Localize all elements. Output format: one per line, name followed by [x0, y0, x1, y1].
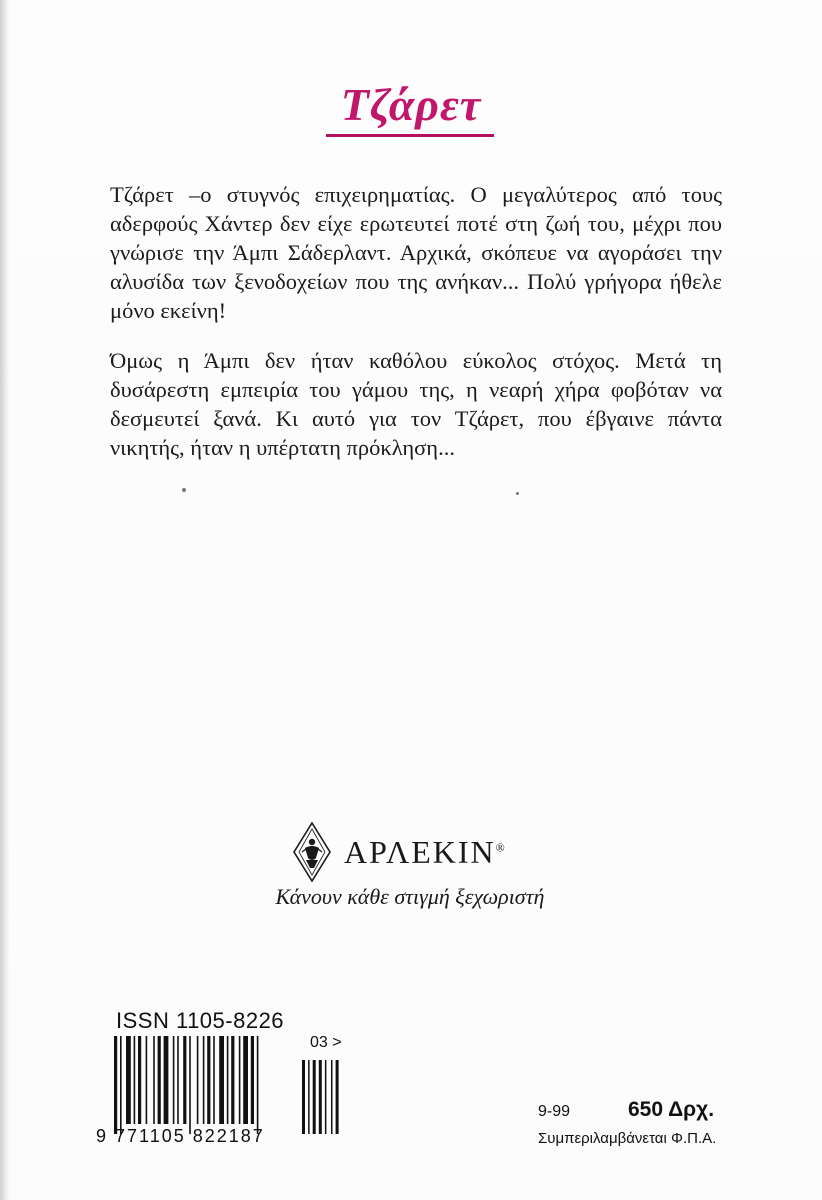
vat-note: Συμπεριλαμβάνεται Φ.Π.Α. [538, 1130, 717, 1147]
barcode-addon-bar [325, 1060, 327, 1134]
book-title: Τζάρετ [340, 79, 482, 130]
barcode-bar [126, 1036, 131, 1124]
barcode-addon-bar [319, 1060, 322, 1134]
barcode-bar [177, 1036, 179, 1124]
barcode-bar [203, 1036, 205, 1124]
barcode-addon: 03 > [310, 1034, 342, 1051]
barcode-bar [146, 1036, 148, 1124]
blurb-paragraph-2: Όμως η Άμπι δεν ήταν καθόλου εύκολος στόχος. Μετά τη δυσάρεστη εμπειρία του γάμου της, η νεαρή χήρα φοβόταν να δεσμευτεί ξανά. Κι αυτό για τον Τζάρετ, που έβγαινε πάντα νικητής, ήταν η υπέρτατη πρόκληση... [110, 348, 722, 460]
title-underline [326, 134, 494, 137]
barcode-bar [243, 1036, 248, 1124]
barcode-bar [189, 1036, 191, 1134]
barcode-bar [164, 1036, 169, 1124]
barcode-bar [219, 1036, 224, 1124]
print-speck [182, 488, 186, 492]
registered-mark: ® [495, 840, 507, 855]
barcode-addon-bar [336, 1060, 339, 1134]
harlequin-diamond-icon [292, 822, 332, 882]
date-code: 9-99 [538, 1103, 571, 1120]
barcode-bar [153, 1036, 155, 1124]
barcode-addon-bar [302, 1060, 305, 1134]
barcode-bar [158, 1036, 161, 1124]
barcode-addon-bar [308, 1060, 310, 1134]
barcode-bar [134, 1036, 136, 1124]
barcode-bar [207, 1036, 210, 1124]
barcode-bar [183, 1036, 186, 1124]
barcode-digits: 9 771105 822187 [96, 1126, 265, 1146]
publisher-name: ΑΡΛΕΚΙΝ® [344, 834, 507, 870]
barcode-bar [251, 1036, 254, 1124]
publisher-logo-block [230, 820, 590, 920]
barcode-bar [138, 1036, 141, 1124]
barcode-bar [227, 1036, 229, 1124]
print-speck [516, 492, 519, 495]
publisher-slogan: Κάνουν κάθε στιγμή ξεχωριστή [275, 884, 545, 909]
barcode-bar [257, 1036, 259, 1134]
price: 650 Δρχ. [628, 1098, 715, 1121]
barcode-bar [213, 1036, 215, 1124]
blurb-paragraph-1: Τζάρετ –ο στυγνός επιχειρηματίας. Ο μεγαλύτερος από τους αδερφούς Χάντερ δεν είχε ερωτευτεί ποτέ στη ζωή του, μέχρι που γνώρισε την Άμπι Σάδερλαντ. Αρχικά, σκόπευε να αγοράσει την αλυσίδα των ξενοδοχείων που της ανήκαν... Πολύ γρήγορα ήθελε μόνο εκείνη! [110, 182, 722, 323]
barcode-bar [231, 1036, 234, 1124]
barcode-bar [239, 1036, 241, 1124]
barcode-addon-bar [331, 1060, 333, 1134]
barcode-bar [197, 1036, 199, 1124]
cover-edge-shadow [0, 0, 10, 1200]
barcode-addon-bar [313, 1060, 316, 1134]
barcode-bar [120, 1036, 122, 1134]
issn-label: ISSN 1105-8226 [116, 1008, 285, 1033]
barcode-bar [173, 1036, 175, 1124]
barcode-bar [114, 1036, 117, 1134]
